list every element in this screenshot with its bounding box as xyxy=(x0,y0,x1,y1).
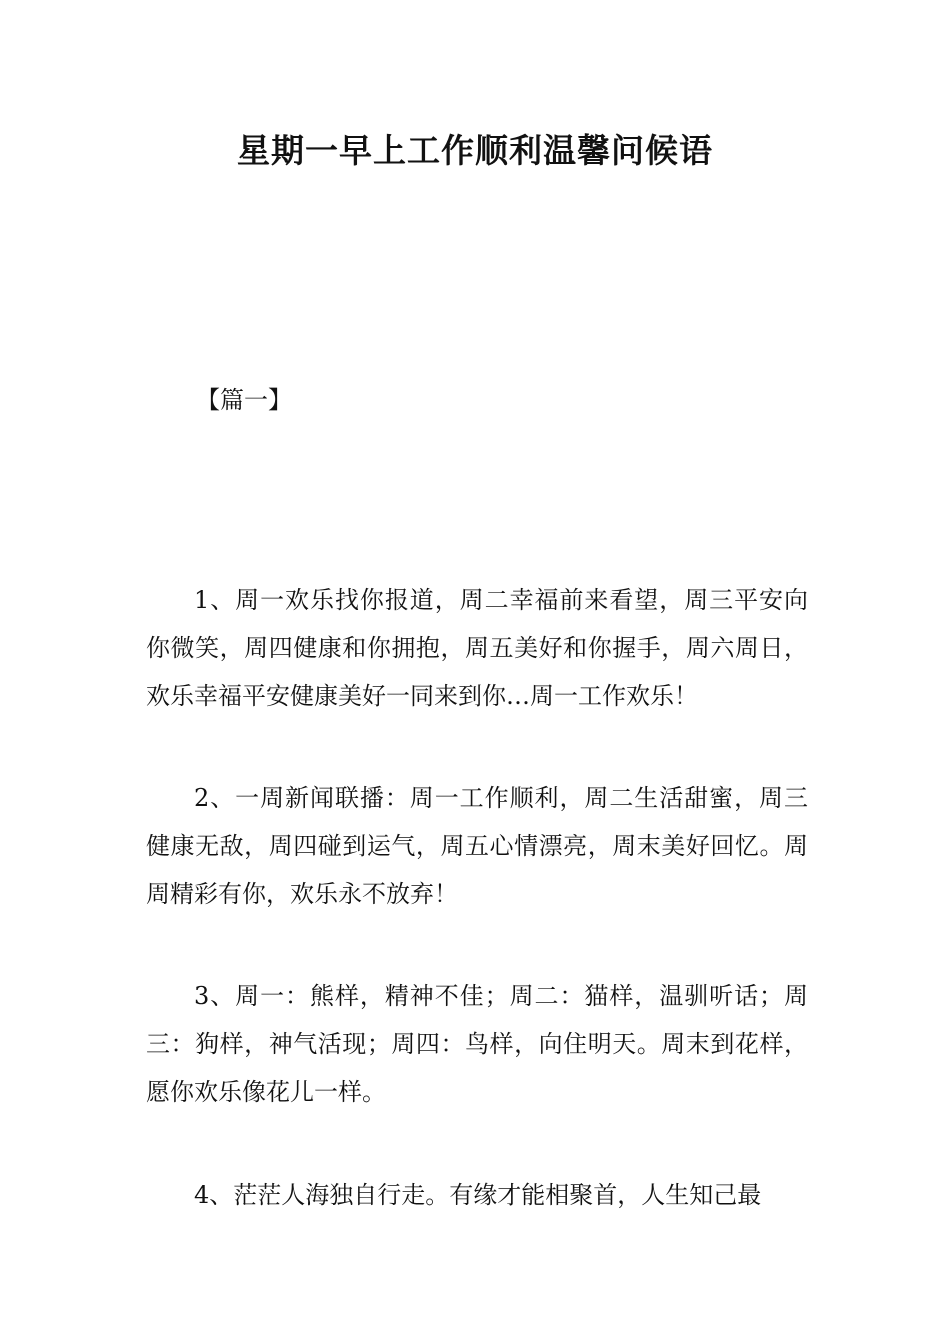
paragraph-2: 2、一周新闻联播：周一工作顺利，周二生活甜蜜，周三健康无敌，周四碰到运气，周五心情漂亮，周末美好回忆。周周精彩有你，欢乐永不放弃！ xyxy=(146,784,808,908)
document-title: 星期一早上工作顺利温馨问候语 xyxy=(237,131,713,170)
paragraph-4: 4、茫茫人海独自行走。有缘才能相聚首，人生知己最 xyxy=(194,1181,762,1209)
paragraph-3: 3、周一：熊样，精神不佳；周二：猫样，温驯听话；周三：狗样，神气活现；周四：鸟样，向住明天。周末到花样，愿你欢乐像花儿一样。 xyxy=(146,982,808,1106)
section-label: 【篇一】 xyxy=(196,386,292,414)
paragraph-1: 1、周一欢乐找你报道，周二幸福前来看望，周三平安向你微笑，周四健康和你拥抱，周五美好和你握手，周六周日，欢乐幸福平安健康美好一同来到你…周一工作欢乐！ xyxy=(146,586,808,710)
